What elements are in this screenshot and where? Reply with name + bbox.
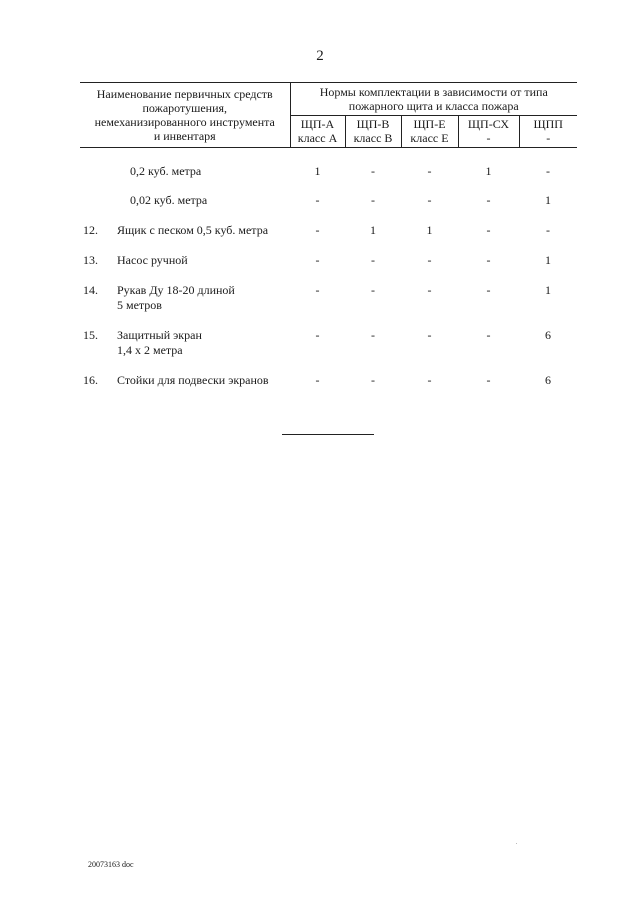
table-row [80, 268, 577, 313]
norm-value-cell: - [371, 164, 375, 178]
item-name-line: 0,02 куб. метра [130, 193, 208, 207]
norm-value-cell: - [427, 283, 432, 297]
table-row [80, 179, 577, 208]
norm-value-cell: - [427, 193, 432, 207]
scan-speck [516, 843, 517, 844]
header-col-shpp: ЩПП - [519, 116, 577, 148]
header-col-shp-e: ЩП-Е класс Е [401, 116, 458, 148]
norm-value-cell: - [315, 283, 320, 297]
item-name-cell [80, 358, 290, 388]
item-name-line: Рукав Ду 18-20 длиной [117, 283, 235, 297]
norm-value-cell: 6 [545, 328, 551, 342]
norm-value-cell: 1 [545, 283, 551, 297]
norm-value-cell: 1 [545, 253, 551, 267]
header-col-shp-v: ЩП-В класс В [345, 116, 401, 148]
norm-value-cell: 1 [426, 223, 433, 237]
item-number: 12. [83, 223, 98, 237]
item-name-line: 0,2 куб. метра [130, 164, 202, 178]
item-name-line: Защитный экран [117, 328, 202, 342]
norm-value-cell: - [371, 253, 375, 267]
item-name-cell [80, 179, 290, 208]
norm-value-cell: 6 [545, 373, 551, 387]
norm-value-cell: - [371, 328, 375, 342]
norm-value-cell: - [371, 193, 375, 207]
item-name-cell [80, 313, 290, 358]
item-name-cell [80, 238, 290, 268]
norm-value-cell: - [427, 328, 432, 342]
norm-value-cell: - [486, 373, 491, 387]
norm-value-cell: - [315, 328, 320, 342]
table-row [80, 148, 577, 180]
norm-value-cell: - [427, 253, 432, 267]
norm-value-cell: - [486, 283, 491, 297]
table-row [80, 358, 577, 388]
norm-value-cell: - [315, 193, 320, 207]
header-col-shp-sh: ЩП-СХ - [458, 116, 519, 148]
header-col-shp-a: ЩП-А класс А [290, 116, 345, 148]
norm-value-cell: 1 [485, 164, 492, 178]
norm-value-cell: - [486, 328, 491, 342]
item-name-cell [80, 268, 290, 313]
norm-value-cell: - [486, 193, 491, 207]
norm-value-cell: - [486, 223, 491, 237]
item-name-line: 5 метров [117, 298, 162, 312]
equipment-norms-table [80, 82, 577, 388]
item-name-cell [80, 148, 290, 180]
page-number: 2 [316, 48, 324, 64]
norm-value-cell: 1 [370, 223, 376, 237]
norm-value-cell: - [486, 253, 491, 267]
item-name-line: Ящик с песком 0,5 куб. метра [117, 223, 269, 237]
header-norms-group: Нормы комплектации в зависимости от типа пожарного щита и класса пожара [290, 83, 577, 116]
document-id: 20073163 doc [88, 860, 134, 869]
item-number: 13. [83, 253, 98, 267]
table-row [80, 313, 577, 358]
norm-value-cell: - [546, 164, 550, 178]
norm-value-cell: - [315, 373, 320, 387]
norm-value-cell: - [315, 223, 320, 237]
norm-value-cell: - [371, 283, 375, 297]
item-name-line: Стойки для подвески экранов [117, 373, 269, 387]
norm-value-cell: - [371, 373, 375, 387]
item-name-cell [80, 208, 290, 238]
table-row [80, 238, 577, 268]
equipment-norms-table-wrap [80, 82, 577, 388]
norm-value-cell: 1 [314, 164, 321, 178]
norm-value-cell: - [427, 373, 432, 387]
end-rule [282, 434, 374, 435]
item-number: 16. [83, 373, 98, 387]
item-name-line: 1,4 х 2 метра [117, 343, 183, 357]
norm-value-cell: - [546, 223, 550, 237]
norm-value-cell: 1 [545, 193, 551, 207]
norm-value-cell: - [315, 253, 320, 267]
item-name-line: Насос ручной [117, 253, 188, 267]
table-row [80, 208, 577, 238]
item-number: 14. [83, 283, 98, 297]
norm-value-cell: - [427, 164, 432, 178]
item-number: 15. [83, 328, 98, 342]
header-name-column: Наименование первичных средств пожаротушения, немеханизированного инструмента и инвентаря [80, 83, 290, 148]
